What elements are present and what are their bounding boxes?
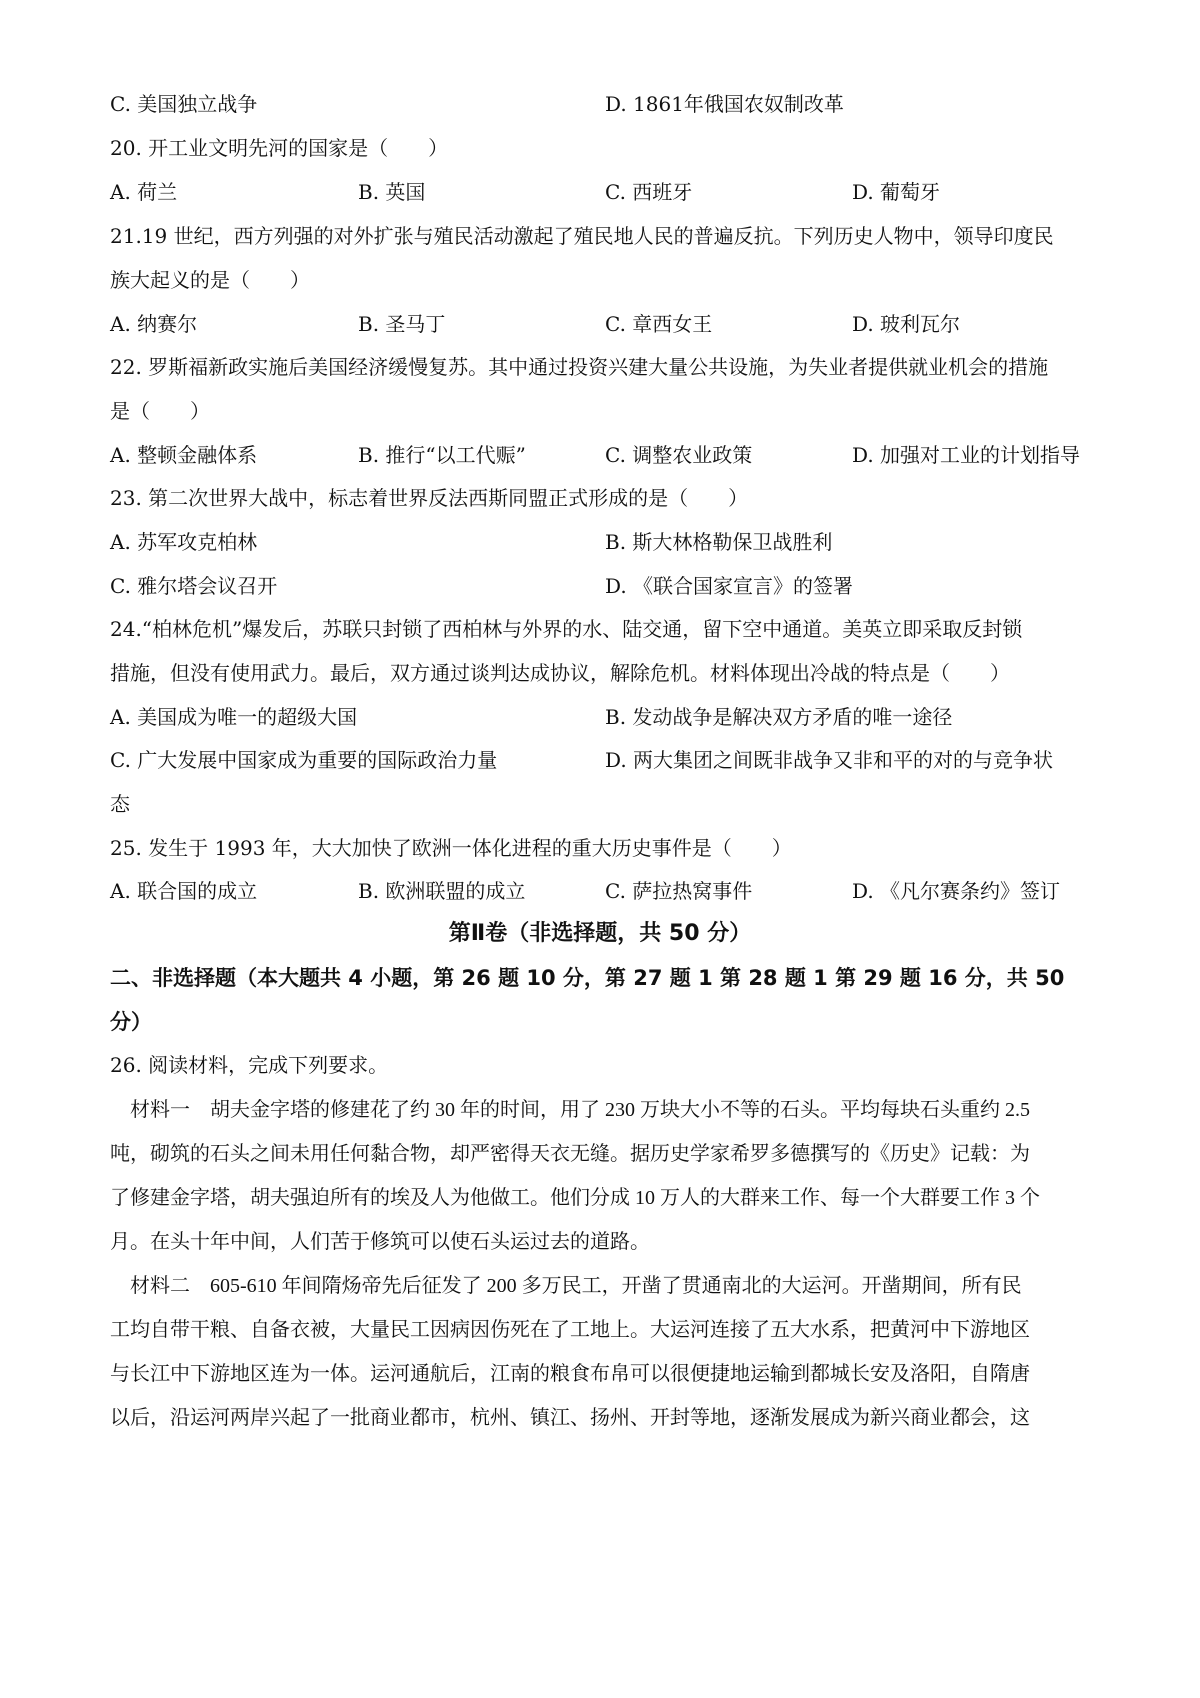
section2-heading-line1: 二、非选择题（本大题共 4 小题，第 26 题 10 分，第 27 题 1 第 28 题 1 第 29 题 16 分，共 50 bbox=[110, 966, 1065, 990]
q22-stem-line1: 22. 罗斯福新政实施后美国经济缓慢复苏。其中通过投资兴建大量公共设施，为失业者提供就业机会的措施 bbox=[110, 355, 1049, 379]
q21-stem-line2: 族大起义的是（ ） bbox=[110, 268, 310, 292]
q24-option-a[interactable]: A. 美国成为唯一的超级大国 bbox=[110, 705, 358, 729]
q21-option-a[interactable]: A. 纳赛尔 bbox=[110, 312, 198, 336]
q25-option-c[interactable]: C. 萨拉热窝事件 bbox=[605, 879, 753, 903]
q25-option-b[interactable]: B. 欧洲联盟的成立 bbox=[358, 879, 526, 903]
q21-option-d[interactable]: D. 玻利瓦尔 bbox=[852, 312, 961, 336]
q23-option-a[interactable]: A. 苏军攻克柏林 bbox=[110, 530, 258, 554]
q22-option-c[interactable]: C. 调整农业政策 bbox=[605, 443, 753, 467]
q22-option-b[interactable]: B. 推行“以工代赈” bbox=[358, 443, 526, 467]
q26-material1-line3: 了修建金字塔，胡夫强迫所有的埃及人为他做工。他们分成 10 万人的大群来工作、每一个大群要工作 3 个 bbox=[110, 1187, 1040, 1209]
q23-option-d[interactable]: D. 《联合国家宣言》的签署 bbox=[605, 574, 854, 598]
q21-option-c[interactable]: C. 章西女王 bbox=[605, 312, 713, 336]
q22-option-d[interactable]: D. 加强对工业的计划指导 bbox=[852, 443, 1081, 467]
q24-stem-line2: 措施，但没有使用武力。最后，双方通过谈判达成协议，解除危机。材料体现出冷战的特点是（ ） bbox=[110, 661, 1010, 685]
section2-heading-line2: 分） bbox=[110, 1010, 152, 1034]
q20-option-c[interactable]: C. 西班牙 bbox=[605, 180, 693, 204]
q20-option-a[interactable]: A. 荷兰 bbox=[110, 180, 178, 204]
q26-material1-line2: 吨，砌筑的石头之间未用任何黏合物，却严密得天衣无缝。据历史学家希罗多德撰写的《历史》记载：为 bbox=[110, 1143, 1030, 1165]
q26-material2-line4: 以后，沿运河两岸兴起了一批商业都市，杭州、镇江、扬州、开封等地，逐渐发展成为新兴商业都会，这 bbox=[110, 1407, 1030, 1429]
q20-stem: 20. 开工业文明先河的国家是（ ） bbox=[110, 136, 449, 160]
q25-option-d[interactable]: D. 《凡尔赛条约》签订 bbox=[852, 879, 1061, 903]
q20-option-b[interactable]: B. 英国 bbox=[358, 180, 426, 204]
q21-option-b[interactable]: B. 圣马丁 bbox=[358, 312, 446, 336]
q24-stem-line1: 24.“柏林危机”爆发后，苏联只封锁了西柏林与外界的水、陆交通，留下空中通道。美英立即采取反封锁 bbox=[110, 617, 1023, 641]
q20-option-d[interactable]: D. 葡萄牙 bbox=[852, 180, 941, 204]
q23-option-b[interactable]: B. 斯大林格勒保卫战胜利 bbox=[605, 530, 833, 554]
q26-material1-line1: 材料一 胡夫金字塔的修建花了约 30 年的时间，用了 230 万块大小不等的石头。平均每块石头重约 2.5 bbox=[110, 1099, 1030, 1121]
q26-material1-line4: 月。在头十年中间，人们苦于修筑可以使石头运过去的道路。 bbox=[110, 1231, 650, 1253]
q26-material2-line1: 材料二 605-610 年间隋炀帝先后征发了 200 多万民工，开凿了贯通南北的大运河。开凿期间，所有民 bbox=[110, 1275, 1022, 1297]
q24-option-d[interactable]: D. 两大集团之间既非战争又非和平的对的与竞争状 bbox=[605, 748, 1054, 772]
q23-option-c[interactable]: C. 雅尔塔会议召开 bbox=[110, 574, 278, 598]
q22-stem-line2: 是（ ） bbox=[110, 399, 210, 423]
q24-option-d-continued: 态 bbox=[110, 792, 130, 816]
q26-material2-line3: 与长江中下游地区连为一体。运河通航后，江南的粮食布帛可以很便捷地运输到都城长安及洛阳，自隋唐 bbox=[110, 1363, 1030, 1385]
q19-option-d[interactable]: D. 1861年俄国农奴制改革 bbox=[605, 92, 844, 116]
q21-stem-line1: 21.19 世纪，西方列强的对外扩张与殖民活动激起了殖民地人民的普遍反抗。下列历史人物中，领导印度民 bbox=[110, 224, 1054, 248]
q23-stem: 23. 第二次世界大战中，标志着世界反法西斯同盟正式形成的是（ ） bbox=[110, 486, 749, 510]
q26-stem: 26. 阅读材料，完成下列要求。 bbox=[110, 1053, 389, 1077]
q25-option-a[interactable]: A. 联合国的成立 bbox=[110, 879, 258, 903]
q22-option-a[interactable]: A. 整顿金融体系 bbox=[110, 443, 258, 467]
q19-option-c[interactable]: C. 美国独立战争 bbox=[110, 92, 258, 116]
q26-material2-line2: 工均自带干粮、自备衣被，大量民工因病因伤死在了工地上。大运河连接了五大水系，把黄河中下游地区 bbox=[110, 1319, 1030, 1341]
section2-title: 第Ⅱ卷（非选择题，共 50 分） bbox=[448, 921, 752, 946]
q25-stem: 25. 发生于 1993 年，大大加快了欧洲一体化进程的重大历史事件是（ ） bbox=[110, 836, 792, 860]
q24-option-c[interactable]: C. 广大发展中国家成为重要的国际政治力量 bbox=[110, 748, 498, 772]
q24-option-b[interactable]: B. 发动战争是解决双方矛盾的唯一途径 bbox=[605, 705, 953, 729]
